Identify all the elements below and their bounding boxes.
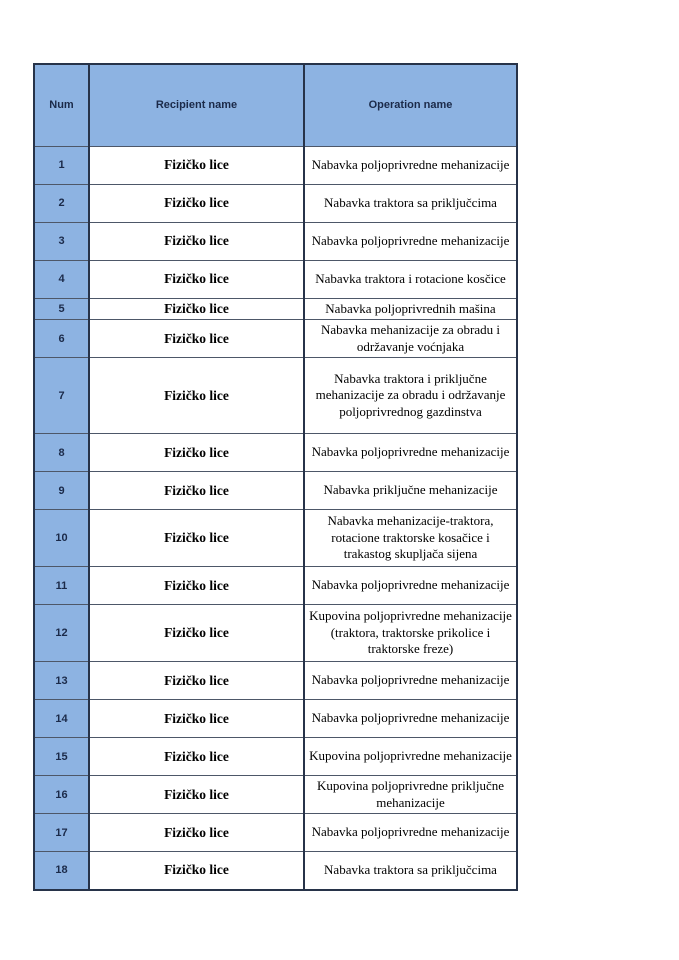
table-row — [34, 852, 517, 890]
num-cell: 14 — [34, 700, 89, 738]
operation-cell: Nabavka poljoprivredne mehanizacije — [304, 814, 517, 852]
recipient-cell: Fizičko lice — [89, 605, 304, 662]
table-row — [34, 605, 517, 662]
recipients-operations-table — [33, 63, 518, 891]
num-cell: 18 — [34, 852, 89, 890]
table-row — [34, 814, 517, 852]
num-cell: 3 — [34, 222, 89, 260]
header-row — [34, 64, 517, 146]
recipient-cell: Fizičko lice — [89, 184, 304, 222]
num-cell: 15 — [34, 738, 89, 776]
recipient-cell: Fizičko lice — [89, 260, 304, 298]
table-header — [34, 64, 517, 146]
table-row — [34, 434, 517, 472]
num-cell: 16 — [34, 776, 89, 814]
table-row — [34, 700, 517, 738]
operation-cell: Nabavka poljoprivredne mehanizacije — [304, 146, 517, 184]
operation-cell: Nabavka poljoprivredne mehanizacije — [304, 700, 517, 738]
table-row — [34, 320, 517, 358]
recipient-cell: Fizičko lice — [89, 700, 304, 738]
num-cell: 6 — [34, 320, 89, 358]
table-row — [34, 510, 517, 567]
table-row — [34, 472, 517, 510]
num-cell: 11 — [34, 567, 89, 605]
num-cell: 8 — [34, 434, 89, 472]
table-row — [34, 298, 517, 320]
recipient-cell: Fizičko lice — [89, 738, 304, 776]
operation-cell: Kupovina poljoprivredne priključne mehanizacije — [304, 776, 517, 814]
recipient-cell: Fizičko lice — [89, 776, 304, 814]
recipient-cell: Fizičko lice — [89, 222, 304, 260]
table-row — [34, 662, 517, 700]
operation-cell: Nabavka priključne mehanizacije — [304, 472, 517, 510]
table-row — [34, 738, 517, 776]
num-cell: 5 — [34, 298, 89, 320]
recipient-cell: Fizičko lice — [89, 434, 304, 472]
table-row — [34, 146, 517, 184]
operation-cell: Nabavka traktora i priključne mehanizacije za obradu i održavanje poljoprivrednog gazdinstva — [304, 358, 517, 434]
recipient-cell: Fizičko lice — [89, 567, 304, 605]
operation-cell: Nabavka traktora sa priključcima — [304, 852, 517, 890]
recipient-cell: Fizičko lice — [89, 814, 304, 852]
num-cell: 4 — [34, 260, 89, 298]
num-cell: 7 — [34, 358, 89, 434]
column-header-recipient-name: Recipient name — [89, 64, 304, 146]
recipient-cell: Fizičko lice — [89, 358, 304, 434]
operation-cell: Kupovina poljoprivredne mehanizacije — [304, 738, 517, 776]
operation-cell: Nabavka mehanizacije-traktora, rotacione traktorske kosačice i trakastog skupljača sijena — [304, 510, 517, 567]
num-cell: 10 — [34, 510, 89, 567]
operation-cell: Nabavka traktora sa priključcima — [304, 184, 517, 222]
recipient-cell: Fizičko lice — [89, 472, 304, 510]
operation-cell: Nabavka poljoprivredne mehanizacije — [304, 434, 517, 472]
num-cell: 12 — [34, 605, 89, 662]
operation-cell: Kupovina poljoprivredne mehanizacije (traktora, traktorske prikolice i traktorske freze) — [304, 605, 517, 662]
table-row — [34, 222, 517, 260]
operation-cell: Nabavka traktora i rotacione kosčice — [304, 260, 517, 298]
num-cell: 13 — [34, 662, 89, 700]
recipient-cell: Fizičko lice — [89, 852, 304, 890]
recipient-cell: Fizičko lice — [89, 320, 304, 358]
operation-cell: Nabavka poljoprivredne mehanizacije — [304, 567, 517, 605]
recipient-cell: Fizičko lice — [89, 662, 304, 700]
table-row — [34, 260, 517, 298]
column-header-num: Num — [34, 64, 89, 146]
table-row — [34, 358, 517, 434]
table-body — [34, 146, 517, 890]
num-cell: 17 — [34, 814, 89, 852]
operation-cell: Nabavka mehanizacije za obradu i održavanje voćnjaka — [304, 320, 517, 358]
recipient-cell: Fizičko lice — [89, 510, 304, 567]
num-cell: 1 — [34, 146, 89, 184]
table-row — [34, 184, 517, 222]
column-header-operation-name: Operation name — [304, 64, 517, 146]
recipient-cell: Fizičko lice — [89, 298, 304, 320]
operation-cell: Nabavka poljoprivredne mehanizacije — [304, 222, 517, 260]
table-row — [34, 567, 517, 605]
table-row — [34, 776, 517, 814]
num-cell: 9 — [34, 472, 89, 510]
operation-cell: Nabavka poljoprivrednih mašina — [304, 298, 517, 320]
operation-cell: Nabavka poljoprivredne mehanizacije — [304, 662, 517, 700]
recipient-cell: Fizičko lice — [89, 146, 304, 184]
num-cell: 2 — [34, 184, 89, 222]
